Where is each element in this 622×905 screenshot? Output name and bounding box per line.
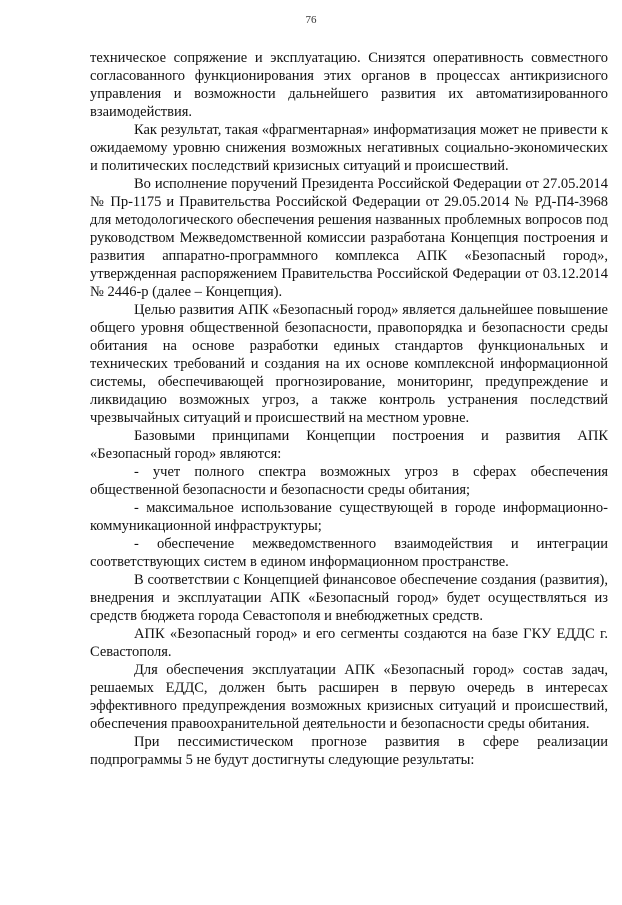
document-body [90,49,608,769]
list-item-principle-3: - обеспечение межведомственного взаимодействия и интеграции соответствующих систем в едином информационном пространстве. [90,536,608,570]
page-number: 76 [305,14,317,26]
paragraph-edds-tasks: Для обеспечения эксплуатации АПК «Безопасный город» состав задач, решаемых ЕДДС, должен быть расширен в первую очередь в интересах эффективного предупреждения возможных кризисных ситуаций и происшествий, обеспечения правоохранительной деятельности и безопасности среды обитания. [90,662,608,732]
list-item-principle-1: - учет полного спектра возможных угроз в сферах обеспечения общественной безопасности и безопасности среды обитания; [90,464,608,498]
paragraph-result: Как результат, такая «фрагментарная» информатизация может не привести к ожидаемому уровню снижения возможных негативных социально-экономических и политических последствий кризисных ситуаций и происшествий. [90,122,608,174]
paragraph-continuation: техническое сопряжение и эксплуатацию. Снизятся оперативность совместного согласованного функционирования этих органов в процессах антикризисного управления и возможности дальнейшего развития их автоматизированного взаимодействия. [90,50,608,120]
paragraph-pessimistic: При пессимистическом прогнозе развития в сфере реализации подпрограммы 5 не будут достигнуты следующие результаты: [90,734,608,768]
paragraph-principles-intro: Базовыми принципами Концепции построения и развития АПК «Безопасный город» являются: [90,428,608,462]
paragraph-concept-adoption: Во исполнение поручений Президента Российской Федерации от 27.05.2014 № Пр-1175 и Правительства Российской Федерации от 29.05.2014 № РД-П4-3968 для методологического обеспечения решения названных проблемных вопросов под руководством Межведомственной комиссии разработана Концепция построения и развития аппаратно-программного комплекса АПК «Безопасный город», утвержденная распоряжением Правительства Российской Федерации от 03.12.2014 № 2446-р (далее – Концепция). [90,176,608,300]
list-item-principle-2: - максимальное использование существующей в городе информационно-коммуникационной инфраструктуры; [90,500,608,534]
paragraph-goal: Целью развития АПК «Безопасный город» является дальнейшее повышение общего уровня общественной безопасности, правопорядка и безопасности среды обитания на основе разработки единых стандартов функциональных и технических требований и создания на их основе комплексной информационной системы, обеспечивающей прогнозирование, мониторинг, предупреждение и ликвидацию возможных угроз, а также контроль устранения последствий чрезвычайных ситуаций и происшествий на местном уровне. [90,302,608,426]
paragraph-financing: В соответствии с Концепцией финансовое обеспечение создания (развития), внедрения и эксплуатации АПК «Безопасный город» будет осуществляться из средств бюджета города Севастополя и внебюджетных средств. [90,572,608,624]
paragraph-segments: АПК «Безопасный город» и его сегменты создаются на базе ГКУ ЕДДС г. Севастополя. [90,626,608,660]
